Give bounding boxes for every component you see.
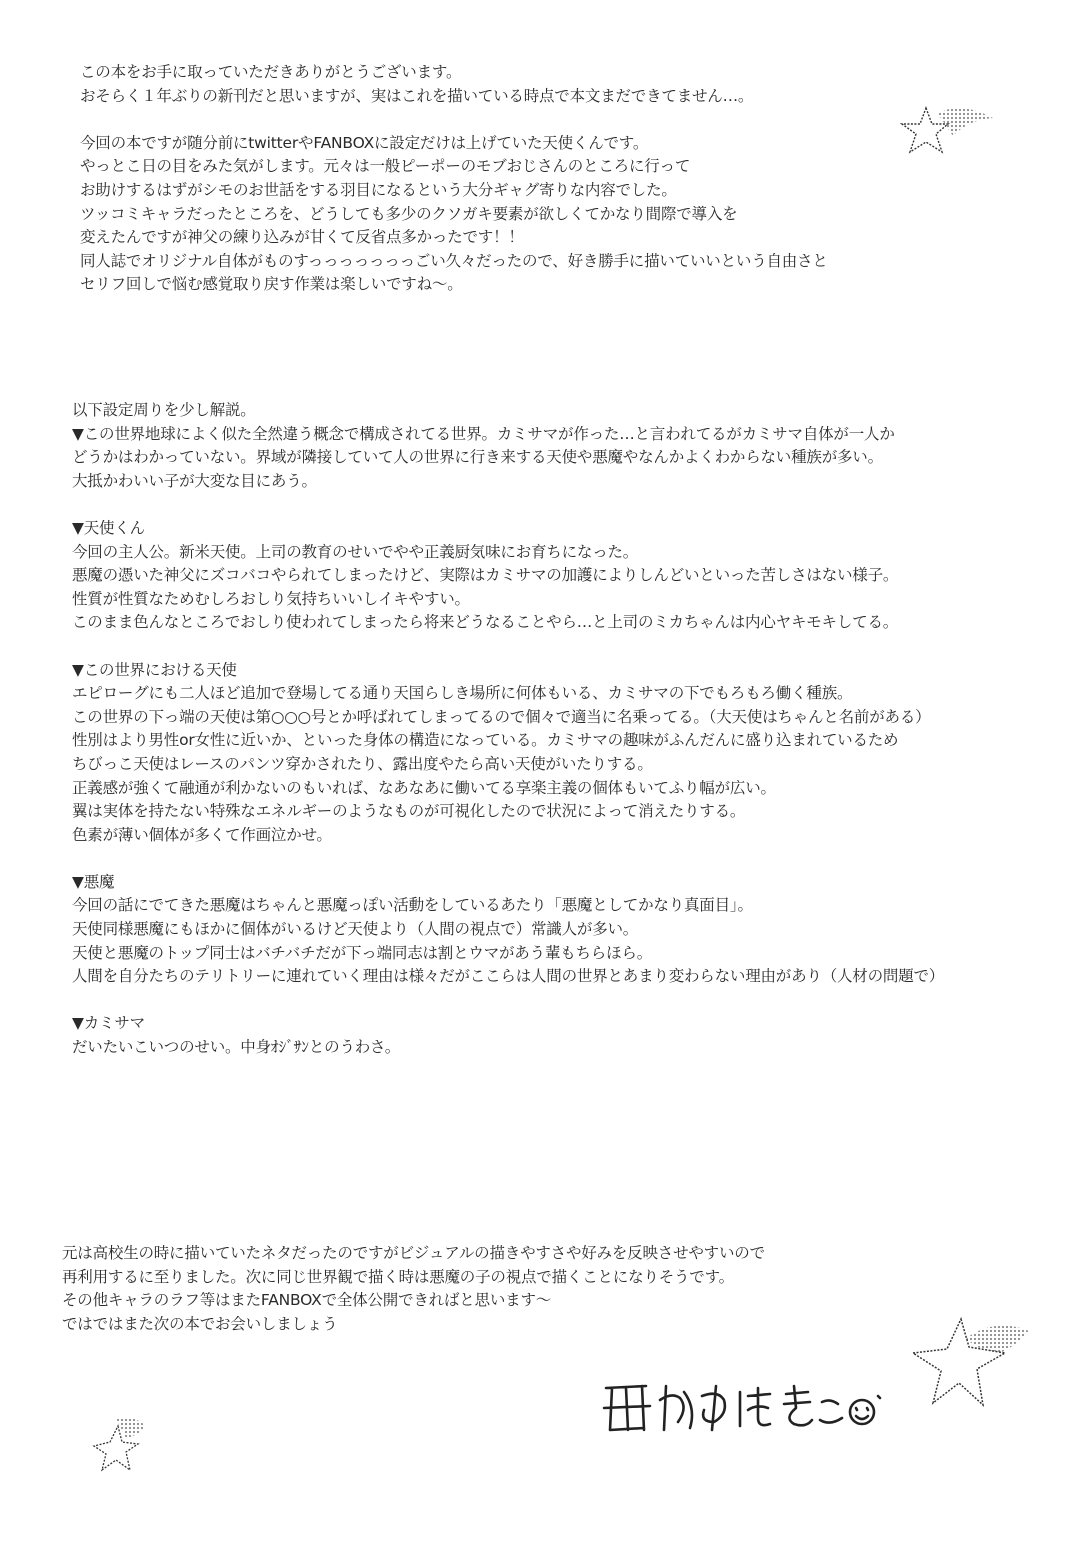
text-line: お助けするはずがシモのお世話をする羽目になるという大分ギャグ寄りな内容でした。 [80, 180, 677, 199]
setting-notes-section [72, 399, 944, 1060]
text-line: ▼この世界における天使 [72, 660, 237, 679]
text-line: 性質が性質なためむしろおしり気持ちいいしイキやすい。 [72, 589, 470, 608]
text-line: ▼天使くん [72, 518, 145, 537]
paragraph-gap [80, 108, 828, 132]
text-line: 性別はより男性or女性に近いか、といった身体の構造になっている。カミサマの趣味がふんだんに盛り込まれているため [72, 731, 899, 750]
text-line: エピローグにも二人ほど追加で登場してる通り天国らしき場所に何体もいる、カミサマの下でもろもろ働く種族。 [72, 684, 853, 703]
text-line: 今回の話にでてきた悪魔はちゃんと悪魔っぽい活動をしているあたり「悪魔としてかなり真面目」。 [72, 896, 753, 915]
text-line: その他キャラのラフ等はまたFANBOXで全体公開できればと思います〜 [62, 1291, 552, 1310]
text-line: 大抵かわいい子が大変な目にあう。 [72, 471, 317, 490]
shooting-star-icon [905, 1313, 1035, 1413]
intro-section [80, 61, 828, 297]
text-line: だいたいこいつのせい。中身ｵｼﾞｻﾝとのうわさ。 [72, 1038, 401, 1057]
shooting-star-icon [898, 96, 998, 166]
handwritten-signature [598, 1378, 888, 1442]
text-line: この世界の下っ端の天使は第○○○号とか呼ばれてしまってるので個々で適当に名乗ってる。（大天使はちゃんと名前がある） [72, 707, 931, 726]
paragraph-gap [72, 989, 944, 1013]
text-line: 悪魔の憑いた神父にズコバコやられてしまったけど、実際はカミサマの加護によりしんどいといった苦しさはない様子。 [72, 566, 899, 585]
text-line: 天使と悪魔のトップ同士はバチバチだが下っ端同志は割とウマがあう輩もちらほら。 [72, 943, 653, 962]
shooting-star-icon [92, 1414, 152, 1478]
text-line: ツッコミキャラだったところを、どうしても多少のクソガキ要素が欲しくてかなり間際で導入を [80, 204, 738, 223]
text-line: セリフ回しで悩む感覚取り戻す作業は楽しいですね〜。 [80, 275, 463, 294]
closing-section [62, 1242, 765, 1336]
text-line: どうかはわかっていない。界域が隣接していて人の世界に行き来する天使や悪魔やなんかよくわからない種族が多い。 [72, 448, 883, 467]
paragraph-gap [72, 635, 944, 659]
text-line: ちびっこ天使はレースのパンツ穿かされたり、露出度やたら高い天使がいたりする。 [72, 754, 653, 773]
text-line: ▼この世界地球によく似た全然違う概念で構成されてる世界。カミサマが作った…と言われてるがカミサマ自体が一人か [72, 424, 895, 443]
text-line: 天使同様悪魔にもほかに個体がいるけど天使より（人間の視点で）常識人が多い。 [72, 920, 639, 939]
text-line: 翼は実体を持たない特殊なエネルギーのようなものが可視化したので状況によって消えたりする。 [72, 802, 746, 821]
paragraph-gap [72, 847, 944, 871]
paragraph-gap [72, 493, 944, 517]
text-line: 元は高校生の時に描いていたネタだったのですがビジュアルの描きやすさや好みを反映させやすいので [62, 1244, 765, 1262]
text-line: 人間を自分たちのテリトリーに連れていく理由は様々だがここらは人間の世界とあまり変わらない理由があり（人材の問題で） [72, 967, 945, 986]
text-line: この本をお手に取っていただきありがとうございます。 [80, 63, 462, 81]
text-line: このまま色んなところでおしり使われてしまったら将来どうなることやら…と上司のミカちゃんは内心ヤキモキしてる。 [72, 613, 899, 632]
text-line: ▼カミサマ [72, 1014, 145, 1033]
text-line: 再利用するに至りました。次に同じ世界観で描く時は悪魔の子の視点で描くことになりそうです。 [62, 1267, 734, 1286]
text-line: 今回の主人公。新米天使。上司の教育のせいでやや正義厨気味にお育ちになった。 [72, 542, 639, 561]
text-line: 以下設定周りを少し解説。 [72, 401, 256, 419]
text-line: 正義感が強くて融通が利かないのもいれば、なあなあに働いてる享楽主義の個体もいてふり幅が広い。 [72, 778, 776, 797]
text-line: やっとこ日の目をみた気がします。元々は一般ピーポーのモブおじさんのところに行って [80, 157, 691, 176]
text-line: 変えたんですが神父の練り込みが甘くて反省点多かったです！！ [80, 228, 524, 247]
text-line: ▼悪魔 [72, 872, 115, 891]
text-line: 色素が薄い個体が多くて作画泣かせ。 [72, 825, 332, 844]
text-line: ではではまた次の本でお会いしましょう [62, 1314, 338, 1333]
text-line: 今回の本ですが随分前にtwitterやFANBOXに設定だけは上げていた天使くんです。 [80, 133, 649, 152]
text-line: おそらく１年ぶりの新刊だと思いますが、実はこれを描いている時点で本文まだできてません…。 [80, 86, 754, 105]
text-line: 同人誌でオリジナル自体がものすっっっっっっっごい久々だったので、好き勝手に描いていいという自由さと [80, 251, 828, 270]
